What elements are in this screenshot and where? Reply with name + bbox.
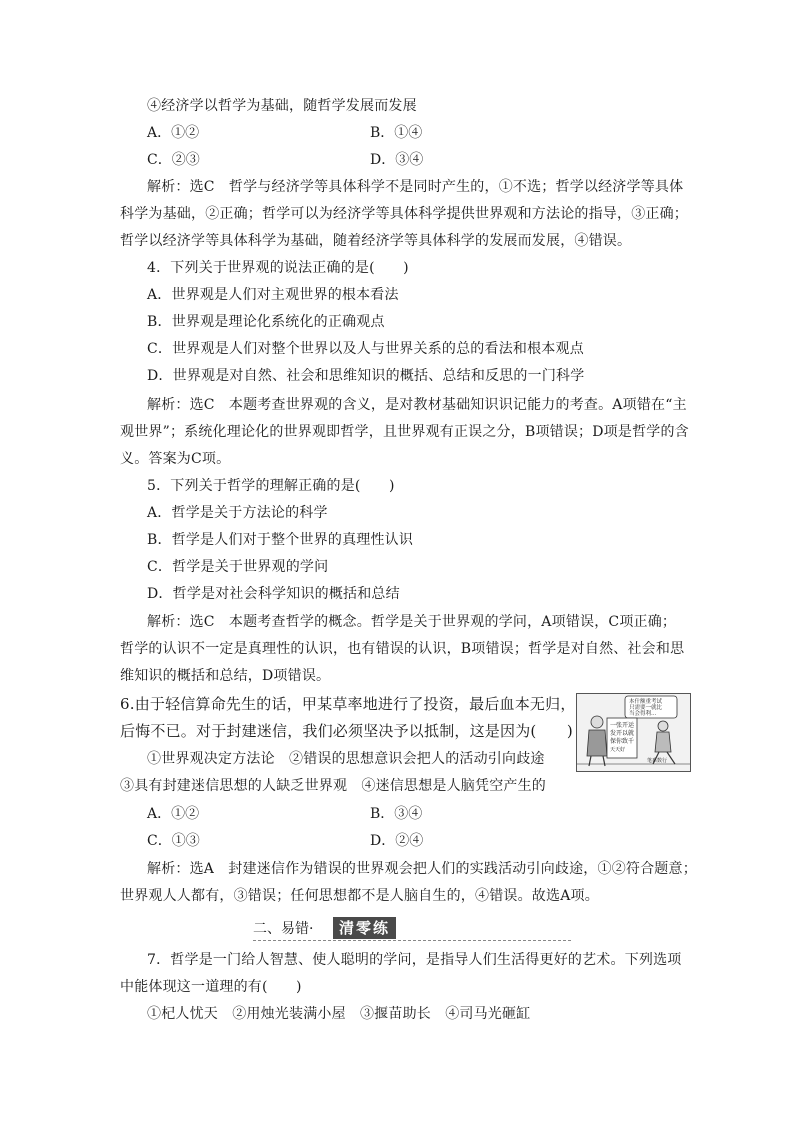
q6-analysis-line-2: 世界观人人都有，③错误；任何思想都不是人脑自生的，④错误。故选A项。 [120, 888, 599, 904]
q7-stem-line-2: 中能体现这一道理的有( ) [120, 979, 302, 995]
q4-analysis-line-2: 观世界”；系统化理论化的世界观即哲学，且世界观有正误之分，B项错误；D项是哲学的含 [120, 424, 689, 440]
q3-option-a: A．①② [147, 125, 200, 141]
q5-option-b: B．哲学是人们对于整个世界的真理性认识 [147, 532, 414, 548]
q4-option-b: B．世界观是理论化系统化的正确观点 [147, 314, 385, 330]
q6-items-line-2: ③具有封建迷信思想的人缺乏世界观 ④迷信思想是人脑凭空产生的 [120, 778, 546, 794]
q4-analysis-line-3: 义。答案为C项。 [120, 451, 231, 467]
cartoon-drawing [577, 694, 690, 771]
q4-stem: 4．下列关于世界观的说法正确的是( ) [147, 260, 409, 276]
q6-option-d: D．②④ [370, 833, 424, 849]
q3-option-d: D．③④ [370, 152, 424, 168]
q6-stem-line-1: 6.由于轻信算命先生的话，甲某草率地进行了投资，最后血本无归， [120, 695, 576, 713]
q7-items: ①杞人忧天 ②用烛光装满小屋 ③揠苗助长 ④司马光砸缸 [147, 1006, 531, 1022]
q5-analysis-line-1: 解析：选C 本题考查哲学的概念。哲学是关于世界观的学问，A项错误，C项正确； [147, 614, 677, 630]
cartoon-sign-text-3: 保你致千 [610, 738, 635, 745]
cartoon-bubble-text-2: 只需要一就比 [629, 705, 663, 711]
cartoon-sign-text-1: 一张开运 [610, 722, 635, 729]
q6-stem-line-2: 后悔不已。对于封建迷信，我们必须坚决予以抵制，这是因为( ) [120, 722, 573, 740]
q6-option-a: A．①② [147, 806, 200, 822]
q7-stem-line-1: 7．哲学是一门给人智慧、使人聪明的学问，是指导人们生活得更好的艺术。下列选项 [147, 952, 682, 968]
q5-option-a: A．哲学是关于方法论的科学 [147, 505, 328, 521]
q5-analysis-line-3: 维知识的概括和总结，D项错误。 [120, 668, 331, 684]
q3-option-c: C．②③ [147, 152, 200, 168]
cartoon-bubble-text-1: 本什额重考试 [629, 699, 663, 705]
q4-option-d: D．世界观是对自然、社会和思维知识的概括、总结和反思的一门科学 [147, 368, 585, 384]
cartoon-bubble-text-3: 当会得利… [629, 711, 657, 717]
q4-analysis-line-1: 解析：选C 本题考查世界观的含义，是对教材基础知识识记能力的考查。A项错在“主 [147, 397, 687, 413]
q6-items-line-1: ①世界观决定方法论 ②错误的思想意识会把人的活动引向歧途 [147, 751, 545, 767]
section-header-easy-mistakes [253, 917, 571, 941]
section-divider [253, 940, 571, 941]
q4-option-c: C．世界观是人们对整个世界以及人与世界关系的总的看法和根本观点 [147, 341, 584, 357]
q3-analysis-line-1: 解析：选C 哲学与经济学等具体科学不是同时产生的，①不选；哲学以经济学等具体 [147, 179, 684, 195]
q5-option-d: D．哲学是对社会科学知识的概括和总结 [147, 586, 400, 602]
cartoon-sign-text-4: 天天好 [610, 747, 626, 753]
q3-item4: ④经济学以哲学为基础，随哲学发展而发展 [147, 98, 417, 114]
q5-option-c: C．哲学是关于世界观的学问 [147, 559, 329, 575]
cartoon-sign-text-2: 发开以就 [610, 730, 635, 737]
q3-analysis-line-2: 科学为基础，②正确；哲学可以为经济学等具体科学提供世界观和方法论的指导，③正确； [120, 206, 688, 222]
q3-analysis-line-3: 哲学以经济学等具体科学为基础，随着经济学等具体科学的发展而发展，④错误。 [120, 233, 632, 249]
q5-analysis-line-2: 哲学的认识不一定是真理性的认识，也有错误的认识，B项错误；哲学是对自然、社会和思 [120, 641, 685, 657]
section-tag: 清零练 [333, 917, 396, 939]
q5-stem: 5．下列关于哲学的理解正确的是( ) [147, 478, 395, 494]
q4-option-a: A．世界观是人们对主观世界的根本看法 [147, 287, 399, 303]
q6-option-b: B．③④ [370, 806, 423, 822]
cartoon-footer-text: 笔系数行 [647, 758, 668, 764]
fortune-teller-cartoon [576, 693, 691, 772]
q6-option-c: C．①③ [147, 833, 200, 849]
section-label: 二、易错· [253, 921, 314, 937]
q6-analysis-line-1: 解析：选A 封建迷信作为错误的世界观会把人们的实践活动引向歧途，①②符合题意； [147, 861, 697, 877]
q3-option-b: B．①④ [370, 125, 423, 141]
